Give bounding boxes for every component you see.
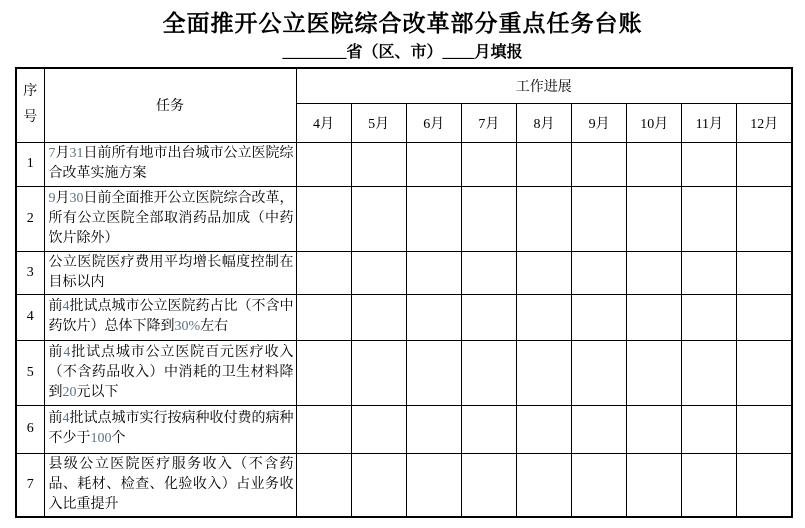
task-row	[16, 142, 792, 186]
progress-entry-cell	[682, 405, 737, 453]
progress-entry-cell	[737, 405, 792, 453]
progress-entry-cell	[516, 142, 571, 186]
progress-entry-cell	[682, 294, 737, 340]
table-body	[16, 142, 792, 517]
page-title: 全面推开公立医院综合改革部分重点任务台账	[162, 11, 643, 36]
progress-entry-cell	[737, 251, 792, 294]
progress-entry-cell	[627, 405, 682, 453]
column-header-month: 5月	[351, 103, 406, 142]
task-description: 县级公立医院医疗服务收入（不含药品、耗材、检查、化验收入）占业务收入比重提升	[44, 453, 296, 517]
progress-entry-cell	[516, 294, 571, 340]
progress-entry-cell	[351, 294, 406, 340]
numeric-text: 4	[62, 411, 70, 426]
task-description: 7月31日前所有地市出台城市公立医院综合改革实施方案	[44, 142, 296, 186]
numeric-text: 7	[48, 146, 56, 161]
progress-entry-cell	[516, 453, 571, 517]
numeric-text: 31	[69, 146, 84, 161]
progress-entry-cell	[351, 453, 406, 517]
numeric-text: 20	[62, 384, 77, 400]
task-ledger-table	[15, 67, 793, 518]
progress-entry-cell	[737, 453, 792, 517]
progress-entry-cell	[296, 186, 351, 251]
task-row	[16, 453, 792, 517]
progress-entry-cell	[351, 340, 406, 405]
progress-entry-cell	[406, 405, 461, 453]
progress-entry-cell	[737, 186, 792, 251]
progress-entry-cell	[627, 142, 682, 186]
progress-entry-cell	[351, 251, 406, 294]
row-serial-number: 6	[16, 405, 44, 453]
progress-entry-cell	[682, 251, 737, 294]
progress-entry-cell	[516, 251, 571, 294]
report-subtitle: ________省（区、市）____月填报	[282, 44, 523, 61]
column-header-month: 12月	[737, 103, 792, 142]
progress-entry-cell	[737, 294, 792, 340]
progress-entry-cell	[296, 453, 351, 517]
progress-entry-cell	[737, 142, 792, 186]
progress-entry-cell	[351, 142, 406, 186]
row-serial-number: 3	[16, 251, 44, 294]
progress-entry-cell	[572, 405, 627, 453]
progress-entry-cell	[296, 294, 351, 340]
progress-entry-cell	[406, 142, 461, 186]
column-header-serial-number: 序号	[16, 68, 44, 142]
column-header-month: 4月	[296, 103, 351, 142]
progress-entry-cell	[461, 186, 516, 251]
task-row	[16, 340, 792, 405]
row-serial-number: 5	[16, 340, 44, 405]
progress-entry-cell	[461, 142, 516, 186]
progress-entry-cell	[627, 251, 682, 294]
task-description: 公立医院医疗费用平均增长幅度控制在目标以内	[44, 251, 296, 294]
progress-entry-cell	[296, 340, 351, 405]
column-header-month: 9月	[572, 103, 627, 142]
progress-entry-cell	[572, 142, 627, 186]
table-header	[16, 68, 792, 142]
progress-entry-cell	[406, 294, 461, 340]
numeric-text: 30	[69, 190, 84, 206]
progress-entry-cell	[682, 186, 737, 251]
numeric-text: 100	[90, 431, 112, 446]
progress-entry-cell	[406, 251, 461, 294]
column-header-month: 7月	[461, 103, 516, 142]
column-header-task: 任务	[44, 68, 296, 142]
progress-entry-cell	[461, 340, 516, 405]
task-description: 前4批试点城市公立医院百元医疗收入（不含药品收入）中消耗的卫生材料降到20元以下	[44, 340, 296, 405]
column-header-month: 10月	[627, 103, 682, 142]
progress-entry-cell	[296, 142, 351, 186]
column-header-work-progress: 工作进展	[296, 68, 792, 103]
task-row	[16, 186, 792, 251]
progress-entry-cell	[516, 186, 571, 251]
progress-entry-cell	[627, 186, 682, 251]
numeric-text: 4	[63, 344, 71, 360]
progress-entry-cell	[682, 142, 737, 186]
task-row	[16, 251, 792, 294]
progress-entry-cell	[516, 340, 571, 405]
progress-entry-cell	[682, 453, 737, 517]
progress-entry-cell	[461, 405, 516, 453]
progress-entry-cell	[461, 294, 516, 340]
row-serial-number: 7	[16, 453, 44, 517]
numeric-text: 9	[48, 190, 56, 206]
task-description: 9月30日前全面推开公立医院综合改革，所有公立医院全部取消药品加成（中药饮片除外）	[44, 186, 296, 251]
column-header-month: 6月	[406, 103, 461, 142]
numeric-text: 30%	[174, 319, 201, 334]
progress-entry-cell	[682, 340, 737, 405]
progress-entry-cell	[351, 186, 406, 251]
progress-entry-cell	[461, 251, 516, 294]
row-serial-number: 1	[16, 142, 44, 186]
progress-entry-cell	[406, 186, 461, 251]
progress-entry-cell	[627, 340, 682, 405]
progress-entry-cell	[296, 251, 351, 294]
progress-entry-cell	[627, 294, 682, 340]
progress-entry-cell	[516, 405, 571, 453]
column-header-month: 11月	[682, 103, 737, 142]
column-header-month: 8月	[516, 103, 571, 142]
task-row	[16, 405, 792, 453]
progress-entry-cell	[406, 340, 461, 405]
numeric-text: 4	[62, 299, 70, 314]
row-serial-number: 2	[16, 186, 44, 251]
document-page	[0, 9, 805, 528]
task-description: 前4批试点城市实行按病种收付费的病种不少于100个	[44, 405, 296, 453]
progress-entry-cell	[572, 186, 627, 251]
task-description: 前4批试点城市公立医院药占比（不含中药饮片）总体下降到30%左右	[44, 294, 296, 340]
progress-entry-cell	[461, 453, 516, 517]
row-serial-number: 4	[16, 294, 44, 340]
progress-entry-cell	[627, 453, 682, 517]
task-row	[16, 294, 792, 340]
progress-entry-cell	[572, 340, 627, 405]
progress-entry-cell	[406, 453, 461, 517]
progress-entry-cell	[572, 251, 627, 294]
progress-entry-cell	[737, 340, 792, 405]
progress-entry-cell	[351, 405, 406, 453]
progress-entry-cell	[572, 453, 627, 517]
header-row-top	[16, 68, 792, 103]
progress-entry-cell	[572, 294, 627, 340]
progress-entry-cell	[296, 405, 351, 453]
